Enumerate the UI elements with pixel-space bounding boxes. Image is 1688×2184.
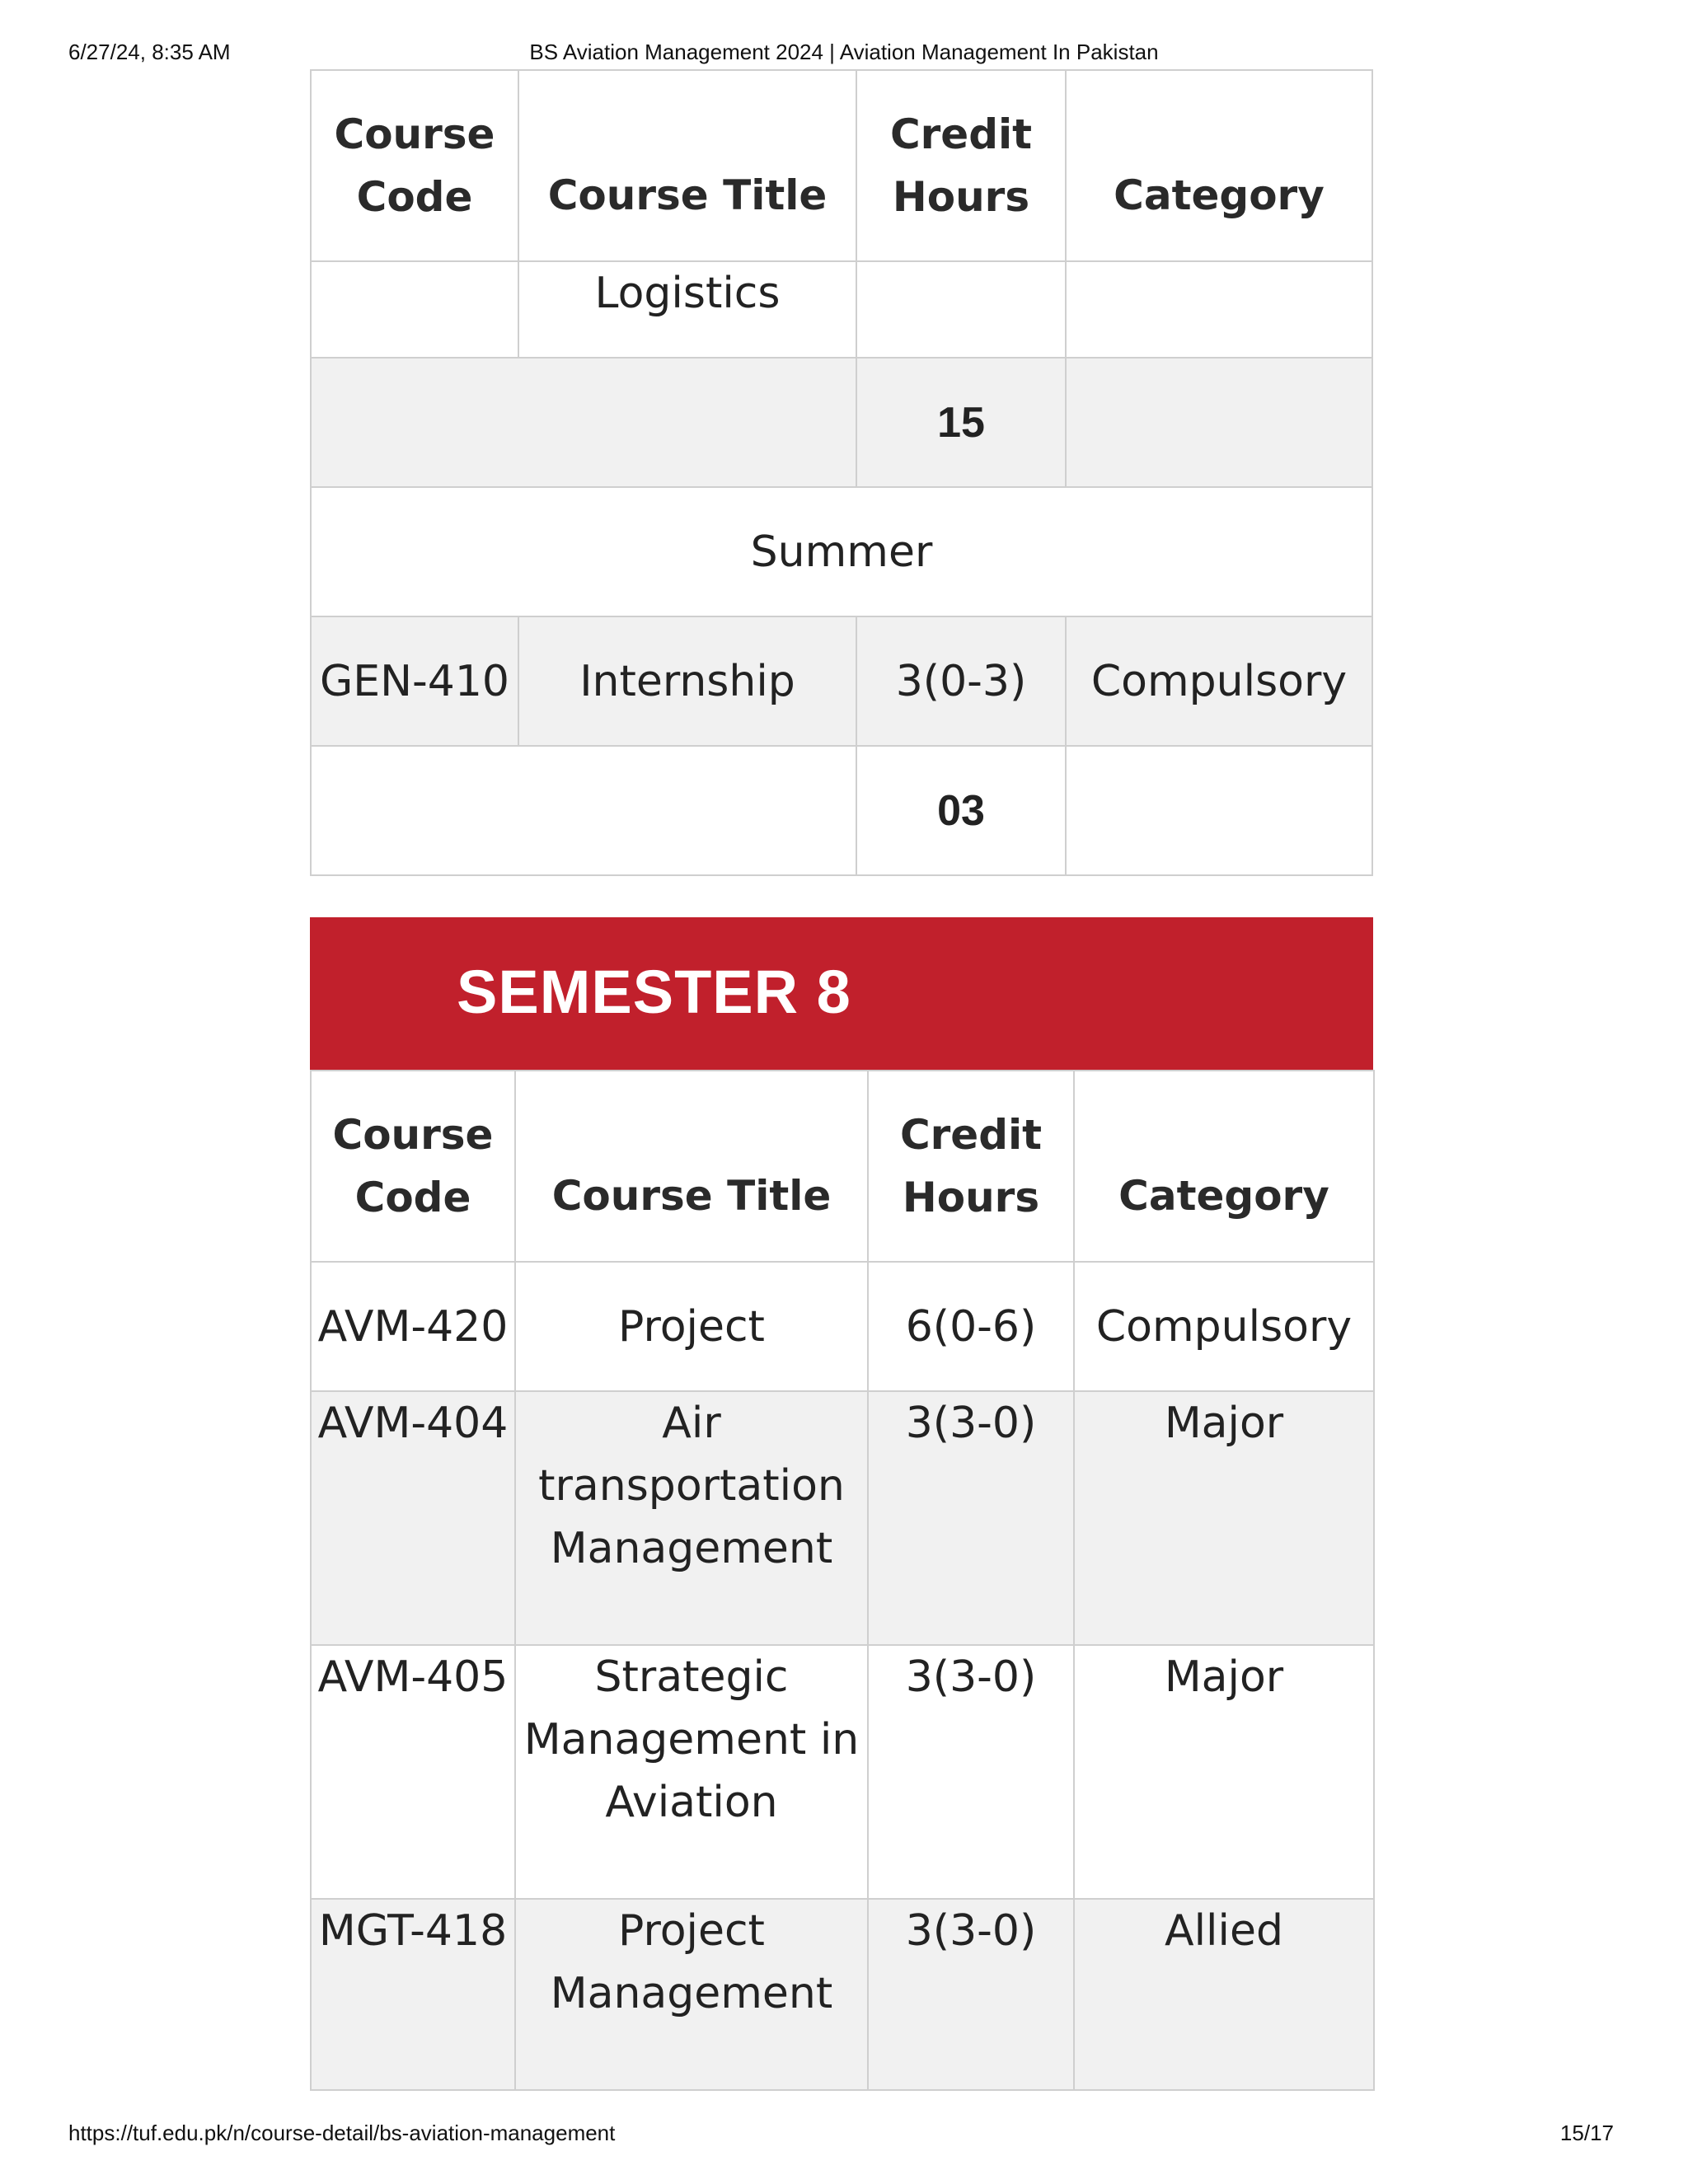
summer-total-row	[311, 746, 1372, 875]
table-row	[311, 1899, 1374, 2090]
semester-total-row	[311, 358, 1372, 487]
table-header-row	[311, 1071, 1374, 1262]
course-category: Compulsory	[1074, 1262, 1374, 1391]
semester8-table	[310, 1070, 1375, 2091]
course-code: GEN-410	[311, 616, 518, 746]
course-category: Major	[1074, 1645, 1374, 1899]
print-url: https://tuf.edu.pk/n/course-detail/bs-aviation-management	[68, 2121, 616, 2145]
header-category: Category	[1066, 70, 1372, 261]
semester-total-credits: 15	[856, 358, 1066, 487]
credit-hours: 3(3-0)	[868, 1391, 1074, 1645]
course-category: Allied	[1074, 1899, 1374, 2090]
page-number: 15/17	[1559, 2121, 1614, 2145]
summer-total-credits: 03	[856, 746, 1066, 875]
summer-label: Summer	[311, 487, 1372, 616]
semester7-table-continued	[310, 69, 1373, 876]
course-title: Project Management	[515, 1899, 868, 2090]
header-course-code: Course Code	[311, 1071, 515, 1262]
header-course-title: Course Title	[518, 70, 856, 261]
table-row	[311, 1391, 1374, 1645]
header-credit-hours: Credit Hours	[856, 70, 1066, 261]
header-credit-hours: Credit Hours	[868, 1071, 1074, 1262]
semester-heading-bar	[310, 917, 1373, 1070]
semester-heading: SEMESTER 8	[457, 958, 851, 1026]
table-row	[311, 1262, 1374, 1391]
course-title: Internship	[518, 616, 856, 746]
course-title: Strategic Management in Aviation	[515, 1645, 868, 1899]
table-row	[311, 261, 1372, 358]
header-course-title: Course Title	[515, 1071, 868, 1262]
course-code: MGT-418	[311, 1899, 515, 2090]
table-row	[311, 616, 1372, 746]
course-category: Compulsory	[1066, 616, 1372, 746]
credit-hours: 3(3-0)	[868, 1899, 1074, 2090]
table-row	[311, 1645, 1374, 1899]
credit-hours: 3(3-0)	[868, 1645, 1074, 1899]
print-date: 6/27/24, 8:35 AM	[68, 40, 231, 64]
summer-label-row	[311, 487, 1372, 616]
header-course-code: Course Code	[311, 70, 518, 261]
course-code: AVM-420	[311, 1262, 515, 1391]
course-code: AVM-404	[311, 1391, 515, 1645]
course-title: Project	[515, 1262, 868, 1391]
course-code: AVM-405	[311, 1645, 515, 1899]
credit-hours: 6(0-6)	[868, 1262, 1074, 1391]
table-header-row	[311, 70, 1372, 261]
credit-hours: 3(0-3)	[856, 616, 1066, 746]
course-category: Major	[1074, 1391, 1374, 1645]
course-title: Air transportation Management	[515, 1391, 868, 1645]
print-page-title: BS Aviation Management 2024 | Aviation Management In Pakistan	[529, 40, 1159, 64]
course-title-continued: Logistics	[518, 261, 856, 358]
header-category: Category	[1074, 1071, 1374, 1262]
